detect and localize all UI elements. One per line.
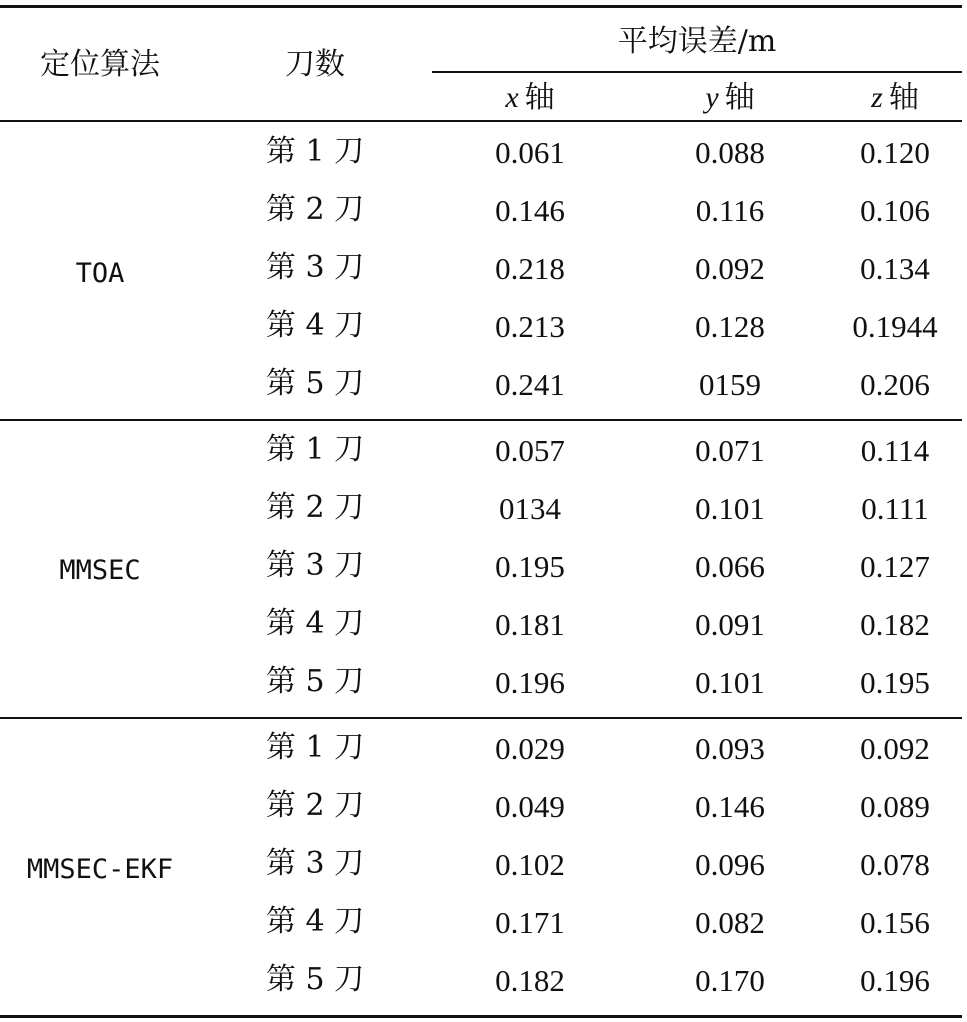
value-x-cell: 0.102 <box>495 846 565 882</box>
value-y-cell: 0.128 <box>695 308 765 344</box>
value-z-cell: 0.206 <box>860 366 930 402</box>
value-z-cell: 0.1944 <box>852 308 938 344</box>
value-y-cell: 0.088 <box>695 134 765 170</box>
header-sub-rule <box>432 71 962 73</box>
value-x-cell: 0.146 <box>495 192 565 228</box>
knife-cell: 第 2 刀 <box>265 192 365 227</box>
group-name: MMSEC <box>59 554 141 586</box>
bottom-rule <box>0 1015 962 1018</box>
value-z-cell: 0.078 <box>860 846 930 882</box>
value-x-cell: 0.049 <box>495 788 565 824</box>
value-z-cell: 0.111 <box>861 490 929 526</box>
value-z-cell: 0.106 <box>860 192 930 228</box>
header-z-axis: z 轴 <box>871 80 919 115</box>
value-z-cell: 0.196 <box>860 962 930 998</box>
value-x-cell: 0.241 <box>495 366 565 402</box>
value-y-cell: 0.091 <box>695 606 765 642</box>
value-x-cell: 0.218 <box>495 250 565 286</box>
value-z-cell: 0.195 <box>860 664 930 700</box>
value-x-cell: 0134 <box>499 490 561 526</box>
value-y-cell: 0.096 <box>695 846 765 882</box>
value-x-cell: 0.171 <box>495 904 565 940</box>
knife-cell: 第 1 刀 <box>265 730 365 765</box>
value-y-cell: 0.092 <box>695 250 765 286</box>
value-y-cell: 0.116 <box>695 192 765 228</box>
group-rule-2 <box>0 717 962 719</box>
value-y-cell: 0.101 <box>695 490 765 526</box>
knife-cell: 第 1 刀 <box>265 432 365 467</box>
knife-cell: 第 2 刀 <box>265 490 365 525</box>
knife-cell: 第 3 刀 <box>265 250 365 285</box>
value-x-cell: 0.213 <box>495 308 565 344</box>
value-y-cell: 0.101 <box>695 664 765 700</box>
header-rule <box>0 120 962 122</box>
value-z-cell: 0.092 <box>860 730 930 766</box>
knife-cell: 第 3 刀 <box>265 846 365 881</box>
value-y-cell: 0.082 <box>695 904 765 940</box>
value-y-cell: 0.170 <box>695 962 765 998</box>
value-x-cell: 0.195 <box>495 548 565 584</box>
group-rule-1 <box>0 419 962 421</box>
knife-cell: 第 4 刀 <box>265 606 365 641</box>
knife-cell: 第 4 刀 <box>265 904 365 939</box>
value-y-cell: 0.146 <box>695 788 765 824</box>
value-y-cell: 0.093 <box>695 730 765 766</box>
knife-cell: 第 3 刀 <box>265 548 365 583</box>
value-x-cell: 0.181 <box>495 606 565 642</box>
knife-cell: 第 2 刀 <box>265 788 365 823</box>
value-x-cell: 0.029 <box>495 730 565 766</box>
value-z-cell: 0.114 <box>860 432 930 468</box>
value-y-cell: 0.071 <box>695 432 765 468</box>
value-x-cell: 0.196 <box>495 664 565 700</box>
value-z-cell: 0.182 <box>860 606 930 642</box>
header-y-axis: y 轴 <box>705 80 755 115</box>
value-z-cell: 0.120 <box>860 134 930 170</box>
header-x-axis: x 轴 <box>505 80 555 115</box>
value-z-cell: 0.156 <box>860 904 930 940</box>
knife-cell: 第 5 刀 <box>265 664 365 699</box>
group-name: MMSEC-EKF <box>26 853 174 885</box>
knife-cell: 第 5 刀 <box>265 962 365 997</box>
group-name: TOA <box>75 257 125 289</box>
header-algorithm: 定位算法 <box>40 47 160 82</box>
top-rule <box>0 5 962 8</box>
value-z-cell: 0.134 <box>860 250 930 286</box>
knife-cell: 第 5 刀 <box>265 366 365 401</box>
header-knife: 刀数 <box>285 47 345 82</box>
value-y-cell: 0.066 <box>695 548 765 584</box>
value-x-cell: 0.057 <box>495 432 565 468</box>
value-y-cell: 0159 <box>699 366 761 402</box>
value-x-cell: 0.182 <box>495 962 565 998</box>
header-avg-error: 平均误差/m <box>617 24 777 59</box>
value-z-cell: 0.127 <box>860 548 930 584</box>
knife-cell: 第 1 刀 <box>265 134 365 169</box>
value-z-cell: 0.089 <box>860 788 930 824</box>
value-x-cell: 0.061 <box>495 134 565 170</box>
knife-cell: 第 4 刀 <box>265 308 365 343</box>
